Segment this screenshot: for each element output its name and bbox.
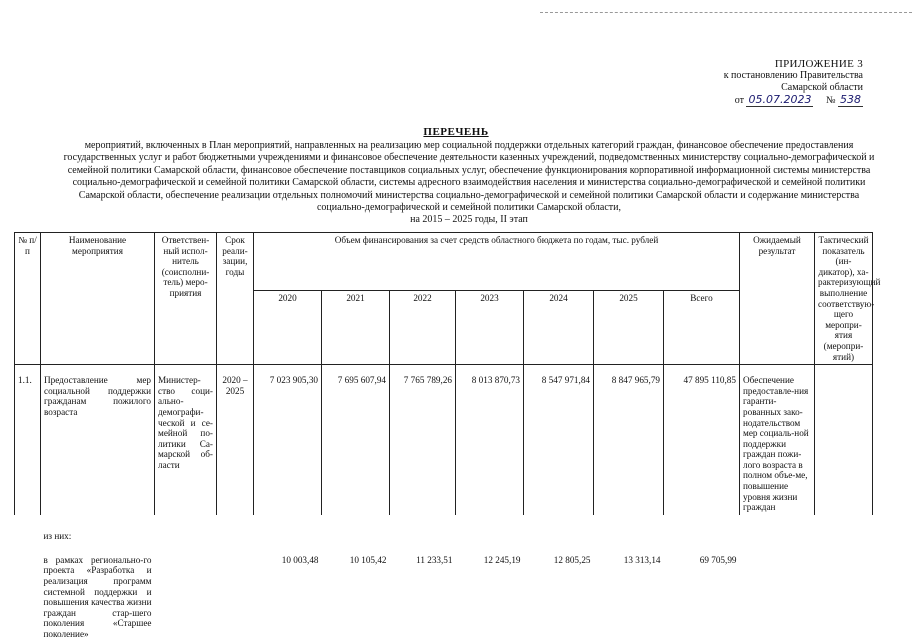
row-value-2022: 7 765 789,26	[390, 365, 456, 515]
row-indicator	[815, 365, 873, 515]
row-name: Предоставление мер социальной поддержки гражданам пожилого возраста	[41, 365, 155, 515]
year-header: 2021	[322, 290, 390, 365]
header-period: Срок реали-зации, годы	[217, 233, 254, 365]
date-prefix: от	[734, 95, 744, 106]
sub-value-2020: 10 003,48	[281, 554, 319, 565]
row-value-total: 47 895 110,85	[664, 365, 740, 515]
number-prefix: №	[825, 95, 836, 106]
sub-value-2024: 12 805,25	[553, 554, 591, 565]
handwritten-number: 538	[840, 93, 861, 106]
document-title: ПЕРЕЧЕНЬ	[423, 126, 489, 138]
table-row	[15, 365, 873, 515]
appendix-title: ПРИЛОЖЕНИЕ 3	[774, 58, 863, 70]
year-header: 2025	[594, 290, 664, 365]
header-financing: Объем финансирования за счет средств областного бюджета по годам, тыс. рублей	[254, 233, 740, 291]
appendix-block	[590, 58, 863, 107]
header-expected: Ожидаемый результат	[740, 233, 815, 365]
row-value-2021: 7 695 607,94	[322, 365, 390, 515]
header-row	[15, 233, 873, 291]
appendix-line-2: Самарской области	[781, 82, 863, 93]
row-value-2023: 8 013 870,73	[456, 365, 524, 515]
row-expected: Обеспечение предоставле-ния гаранти-рованных зако-нодательством мер социаль-ной поддержки граждан пожи-лого возраста в полном объе-ме, повышение уровня жизни граждан	[740, 365, 815, 515]
table-row-of-them	[15, 515, 873, 549]
year-header: 2023	[456, 290, 524, 365]
header-name: Наименование мероприятия	[41, 233, 155, 365]
appendix-line-1: к постановлению Правительства	[723, 70, 863, 81]
year-header: 2020	[254, 290, 322, 365]
header-num: № п/п	[15, 233, 41, 365]
row-executor: Министер-ство соци-ально-демографи-ческой и се-мейной по-литики Са-марской об-ласти	[155, 365, 217, 515]
of-them-label: из них:	[43, 530, 72, 541]
subtitle-text: мероприятий, включенных в План мероприятий, направленных на реализацию мер социальной поддержки отдельных категорий граждан, финансовое обеспечение предоставления государственных услуг и работ бюджетными учреждениями и финансовое обеспечение деятельности казенных учреждений, подведомственных министерству социально-демографической и семейной политики Самарской области, финансовое обеспечение поставщиков социальных услуг, обеспечение функционирования корпоративной информационной системы министерства социально-демографической и семейной политики Самарской области, системы адресного взаимодействия населения и министерства социально-демографической и семейной политики Самарской области, обеспечение реализации отдельных полномочий министерства социально-демографической и семейной политики Самарской области и содержание министерства социально-демографической и семейной политики Самарской области,	[63, 140, 875, 214]
table-sub-row	[15, 549, 873, 642]
row-period: 2020 – 2025	[217, 365, 254, 515]
row-num: 1.1.	[15, 365, 41, 515]
year-header: 2024	[524, 290, 594, 365]
row-value-2025: 8 847 965,79	[594, 365, 664, 515]
sub-value-total: 69 705,99	[699, 554, 737, 565]
year-header-total: Всего	[664, 290, 740, 365]
header-executor: Ответствен-ный испол-нитель (соисполни-тель) меро-приятия	[155, 233, 217, 365]
sub-value-2023: 12 245,19	[483, 554, 521, 565]
header-indicator: Тактический показатель (ин-дикатор), ха-рактеризующий выполнение соответствую-щего меропри-ятия (меропри-ятий)	[815, 233, 873, 365]
sub-value-2025: 13 313,14	[623, 554, 661, 565]
row-value-2020: 7 023 905,30	[254, 365, 322, 515]
document-subtitle	[58, 140, 880, 227]
sub-value-2021: 10 105,42	[349, 554, 387, 565]
sub-row-name: в рамках регионально-го проекта «Разработка и реализация программ системной поддержки и повышения качества жизни граждан стар-шего поколения «Старшее поколение»	[43, 554, 152, 639]
appendix-date-line	[590, 94, 863, 107]
year-header: 2022	[390, 290, 456, 365]
measures-table	[14, 232, 881, 642]
sub-value-2022: 11 233,51	[416, 554, 453, 565]
subtitle-period: на 2015 – 2025 годы, II этап	[410, 214, 528, 226]
row-value-2024: 8 547 971,84	[524, 365, 594, 515]
handwritten-date: 05.07.2023	[748, 93, 812, 106]
scan-edge-line	[540, 12, 912, 13]
